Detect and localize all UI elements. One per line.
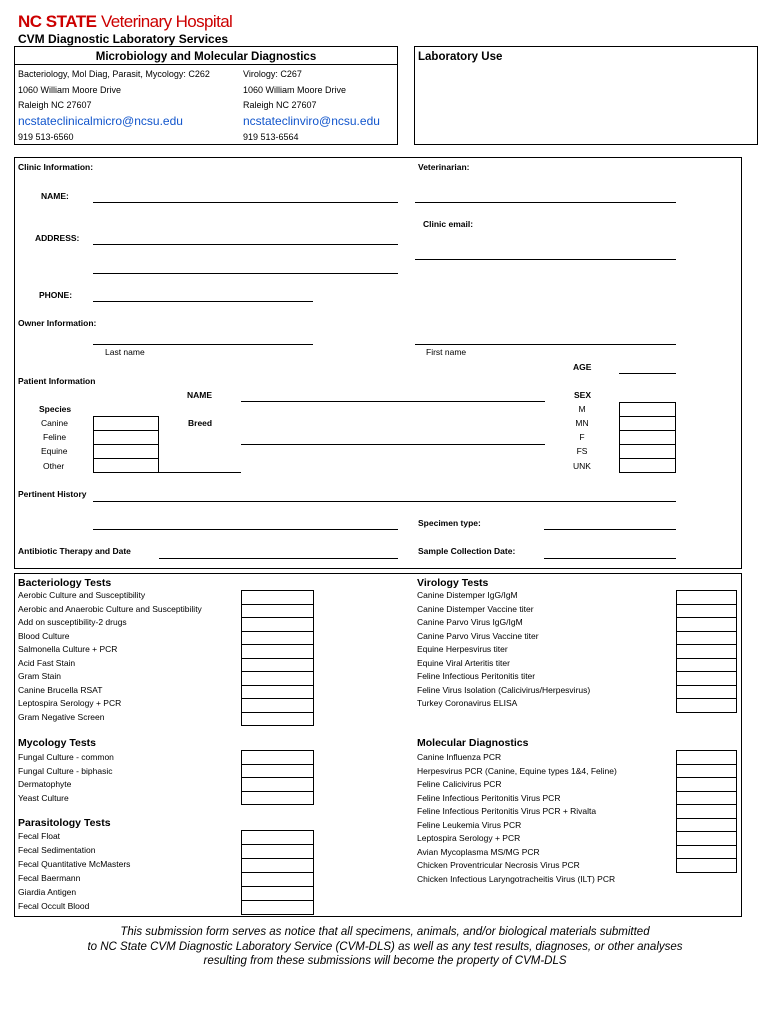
test-checkbox[interactable] bbox=[241, 777, 314, 792]
test-checkbox[interactable] bbox=[241, 764, 314, 779]
test-item: Fecal Sedimentation bbox=[18, 845, 96, 855]
test-item: Canine Distemper Vaccine titer bbox=[417, 603, 534, 614]
molecular-title: Molecular Diagnostics bbox=[417, 737, 529, 749]
breed-label: Breed bbox=[188, 418, 213, 428]
first-name-label: First name bbox=[426, 347, 467, 357]
species-other-label: Other bbox=[43, 461, 65, 471]
test-checkbox[interactable] bbox=[676, 671, 737, 686]
logo-rest: Veterinary Hospital bbox=[100, 12, 233, 31]
specimen-type-field[interactable] bbox=[544, 529, 676, 530]
sex-unk-label: UNK bbox=[573, 461, 591, 471]
test-item: Equine Viral Arteritis titer bbox=[417, 657, 510, 668]
test-checkbox[interactable] bbox=[676, 818, 737, 833]
test-checkbox[interactable] bbox=[241, 900, 314, 915]
patient-name-label: NAME bbox=[187, 390, 213, 400]
dept-title: Microbiology and Molecular Diagnostics bbox=[95, 51, 317, 63]
left-contact-3: Raleigh NC 27607 bbox=[18, 100, 92, 110]
test-checkbox[interactable] bbox=[676, 845, 737, 860]
sex-mn-box[interactable] bbox=[619, 416, 676, 431]
test-item: Feline Infectious Peritonitis Virus PCR bbox=[417, 792, 561, 803]
clinic-email-label: Clinic email: bbox=[423, 219, 474, 229]
clinic-section bbox=[14, 157, 742, 569]
molecular-checkboxes bbox=[676, 750, 737, 872]
logo-bold: NC STATE bbox=[18, 12, 97, 31]
species-feline-box[interactable] bbox=[93, 430, 159, 445]
test-item: Canine Brucella RSAT bbox=[18, 684, 103, 695]
test-item: Equine Herpesvirus titer bbox=[417, 644, 508, 654]
owner-last-name-field[interactable] bbox=[93, 344, 313, 345]
test-checkbox[interactable] bbox=[241, 712, 314, 727]
phone-field[interactable] bbox=[93, 301, 313, 302]
test-item: Aerobic Culture and Susceptibility bbox=[18, 590, 146, 600]
test-item: Giardia Antigen bbox=[18, 887, 77, 897]
right-phone: 919 513-6564 bbox=[243, 132, 299, 142]
sample-date-field[interactable] bbox=[544, 558, 676, 559]
test-item: Fecal Occult Blood bbox=[18, 901, 90, 911]
footer-line: resulting from these submissions will become the property of CVM-DLS bbox=[203, 955, 567, 967]
subtitle: CVM Diagnostic Laboratory Services bbox=[18, 32, 229, 46]
mycology-checkboxes bbox=[241, 750, 314, 804]
test-checkbox[interactable] bbox=[676, 804, 737, 819]
test-checkbox[interactable] bbox=[241, 671, 314, 686]
test-item: Canine Parvo Virus IgG/IgM bbox=[417, 617, 523, 627]
left-email-link[interactable]: ncstateclinicalmicro@ncsu.edu bbox=[18, 114, 183, 128]
test-checkbox[interactable] bbox=[676, 590, 737, 605]
virology-list bbox=[417, 590, 590, 712]
address-field-2[interactable] bbox=[93, 273, 398, 274]
test-checkbox[interactable] bbox=[676, 685, 737, 700]
test-item: Gram Stain bbox=[18, 671, 61, 681]
species-feline-label: Feline bbox=[43, 432, 67, 442]
footer-line: to NC State CVM Diagnostic Laboratory Service (CVM-DLS) as well as any test results, diagnoses, or other analyses bbox=[87, 940, 683, 953]
test-item: Canine Influenza PCR bbox=[417, 752, 502, 762]
test-checkbox[interactable] bbox=[241, 658, 314, 673]
bacteriology-list bbox=[18, 590, 202, 725]
species-equine-label: Equine bbox=[41, 446, 68, 456]
antibiotic-field[interactable] bbox=[159, 558, 398, 559]
sex-f-box[interactable] bbox=[619, 430, 676, 445]
test-item: Feline Virus Isolation (Calicivirus/Herpesvirus) bbox=[417, 684, 591, 695]
footer-notice bbox=[0, 925, 770, 969]
sex-fs-label: FS bbox=[576, 446, 588, 456]
right-email-link[interactable]: ncstateclinviro@ncsu.edu bbox=[243, 114, 380, 128]
test-item: Avian Mycoplasma MS/MG PCR bbox=[417, 846, 540, 857]
test-checkbox[interactable] bbox=[241, 844, 314, 859]
species-canine-label: Canine bbox=[41, 418, 68, 428]
test-item: Fungal Culture - biphasic bbox=[18, 765, 113, 776]
owner-info-label: Owner Information: bbox=[18, 318, 97, 328]
test-checkbox[interactable] bbox=[241, 750, 314, 765]
age-label: AGE bbox=[573, 362, 592, 372]
test-checkbox[interactable] bbox=[676, 698, 737, 713]
sex-m-box[interactable] bbox=[619, 402, 676, 417]
test-item: Aerobic and Anaerobic Culture and Susceptibility bbox=[18, 603, 202, 614]
test-checkbox[interactable] bbox=[676, 764, 737, 779]
sex-f-label: F bbox=[579, 432, 585, 442]
test-item: Feline Infectious Peritonitis Virus PCR + Rivalta bbox=[417, 806, 597, 816]
test-item: Acid Fast Stain bbox=[18, 657, 76, 668]
antibiotic-label: Antibiotic Therapy and Date bbox=[18, 546, 131, 556]
test-item: Fecal Quantitative McMasters bbox=[18, 859, 131, 869]
sex-fs-box[interactable] bbox=[619, 444, 676, 459]
test-item: Blood Culture bbox=[18, 630, 70, 641]
test-item: Chicken Proventricular Necrosis Virus PCR bbox=[417, 860, 580, 870]
species-label: Species bbox=[39, 404, 72, 414]
bacteriology-title: Bacteriology Tests bbox=[18, 577, 112, 589]
test-checkbox[interactable] bbox=[676, 604, 737, 619]
test-item: Leptospira Serology + PCR bbox=[417, 833, 521, 843]
mycology-list bbox=[18, 752, 114, 806]
age-field[interactable] bbox=[619, 373, 676, 374]
right-contact-1: Virology: C267 bbox=[243, 69, 302, 79]
test-checkbox[interactable] bbox=[676, 658, 737, 673]
test-item: Dermatophyte bbox=[18, 779, 72, 789]
species-equine-box[interactable] bbox=[93, 444, 159, 459]
sample-date-label: Sample Collection Date: bbox=[418, 546, 516, 556]
molecular-list bbox=[417, 752, 617, 887]
test-item: Fecal Float bbox=[18, 831, 61, 841]
mycology-title: Mycology Tests bbox=[18, 737, 96, 749]
species-other-box[interactable] bbox=[93, 458, 159, 473]
name-label: NAME: bbox=[41, 191, 69, 201]
sex-unk-box[interactable] bbox=[619, 458, 676, 473]
sex-label: SEX bbox=[574, 390, 592, 400]
test-item: Feline Infectious Peritonitis titer bbox=[417, 671, 536, 681]
left-contact-1: Bacteriology, Mol Diag, Parasit, Mycology: C262 bbox=[18, 69, 210, 79]
test-checkbox[interactable] bbox=[676, 791, 737, 806]
left-contact-2: 1060 William Moore Drive bbox=[18, 85, 122, 95]
last-name-label: Last name bbox=[105, 347, 145, 357]
test-checkbox[interactable] bbox=[241, 830, 314, 845]
clinic-info-label: Clinic Information: bbox=[18, 162, 94, 172]
patient-info-label: Patient Information bbox=[18, 376, 96, 386]
test-item: Salmonella Culture + PCR bbox=[18, 644, 118, 654]
test-checkbox[interactable] bbox=[241, 872, 314, 887]
specimen-type-label: Specimen type: bbox=[418, 518, 481, 528]
breed-field[interactable] bbox=[241, 444, 545, 445]
test-checkbox[interactable] bbox=[241, 644, 314, 659]
pertinent-history-field-1[interactable] bbox=[93, 501, 676, 502]
address-field-1[interactable] bbox=[93, 244, 398, 245]
sex-mn-label: MN bbox=[575, 418, 589, 428]
species-canine-box[interactable] bbox=[93, 416, 159, 431]
right-contact-3: Raleigh NC 27607 bbox=[243, 100, 317, 110]
test-checkbox[interactable] bbox=[676, 858, 737, 873]
parasitology-list bbox=[18, 831, 130, 915]
test-checkbox[interactable] bbox=[241, 590, 314, 605]
lab-use-label: Laboratory Use bbox=[418, 51, 503, 63]
pertinent-history-label: Pertinent History bbox=[18, 489, 87, 499]
test-item: Canine Parvo Virus Vaccine titer bbox=[417, 630, 539, 641]
patient-name-field[interactable] bbox=[241, 401, 545, 402]
test-item: Gram Negative Screen bbox=[18, 711, 105, 722]
test-item: Feline Leukemia Virus PCR bbox=[417, 819, 522, 830]
left-phone: 919 513-6560 bbox=[18, 132, 74, 142]
test-checkbox[interactable] bbox=[241, 791, 314, 806]
parasitology-checkboxes bbox=[241, 830, 314, 914]
address-label: ADDRESS: bbox=[35, 233, 80, 243]
pertinent-history-field-2[interactable] bbox=[93, 529, 398, 530]
test-item: Turkey Coronavirus ELISA bbox=[417, 698, 518, 708]
test-checkbox[interactable] bbox=[241, 858, 314, 873]
test-item: Chicken Infectious Laryngotracheitis Virus (ILT) PCR bbox=[417, 873, 616, 884]
test-item: Fecal Baermann bbox=[18, 873, 81, 883]
test-checkbox[interactable] bbox=[241, 685, 314, 700]
test-checkbox[interactable] bbox=[676, 831, 737, 846]
veterinarian-field[interactable] bbox=[415, 202, 676, 203]
test-item: Canine Distemper IgG/IgM bbox=[417, 590, 518, 600]
veterinarian-label: Veterinarian: bbox=[418, 162, 470, 172]
bacteriology-checkboxes bbox=[241, 590, 314, 725]
test-item: Feline Calicivirus PCR bbox=[417, 779, 502, 789]
owner-first-name-field[interactable] bbox=[415, 344, 676, 345]
test-item: Fungal Culture - common bbox=[18, 752, 114, 762]
phone-label: PHONE: bbox=[39, 290, 73, 300]
test-checkbox[interactable] bbox=[676, 777, 737, 792]
test-checkbox[interactable] bbox=[241, 617, 314, 632]
test-checkbox[interactable] bbox=[241, 631, 314, 646]
test-item: Leptospira Serology + PCR bbox=[18, 698, 122, 708]
test-item: Add on susceptibility-2 drugs bbox=[18, 617, 127, 627]
clinic-email-field[interactable] bbox=[415, 259, 676, 260]
test-checkbox[interactable] bbox=[676, 631, 737, 646]
logo bbox=[18, 12, 232, 32]
right-contact-2: 1060 William Moore Drive bbox=[243, 85, 347, 95]
sex-m-label: M bbox=[578, 404, 586, 414]
footer-line: This submission form serves as notice that all specimens, animals, and/or biological materials submitted bbox=[120, 926, 650, 938]
species-other-field[interactable] bbox=[159, 472, 241, 473]
test-item: Herpesvirus PCR (Canine, Equine types 1&4, Feline) bbox=[417, 765, 617, 776]
parasitology-title: Parasitology Tests bbox=[18, 817, 111, 829]
test-checkbox[interactable] bbox=[241, 886, 314, 901]
virology-checkboxes bbox=[676, 590, 737, 712]
test-checkbox[interactable] bbox=[241, 698, 314, 713]
virology-title: Virology Tests bbox=[417, 577, 489, 589]
test-checkbox[interactable] bbox=[676, 617, 737, 632]
test-checkbox[interactable] bbox=[676, 750, 737, 765]
name-field[interactable] bbox=[93, 202, 398, 203]
test-checkbox[interactable] bbox=[676, 644, 737, 659]
test-checkbox[interactable] bbox=[241, 604, 314, 619]
test-item: Yeast Culture bbox=[18, 792, 69, 803]
